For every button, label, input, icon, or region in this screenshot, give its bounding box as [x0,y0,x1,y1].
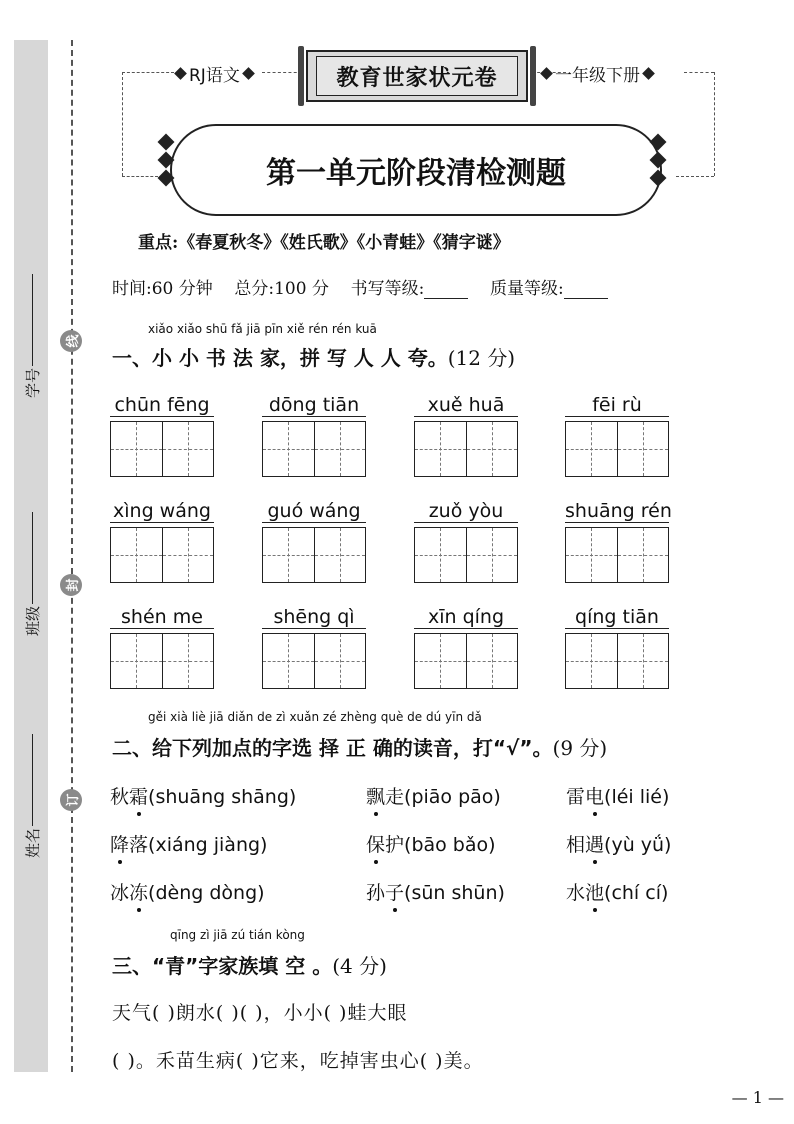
header-vdash-right [714,72,715,176]
quality-grade-blank[interactable] [564,280,608,299]
reading-choice-item[interactable] [110,830,267,857]
quality-grade-label: 质量等级: [489,279,564,299]
section1-pinyin: xiǎo xiǎo shū fǎ jiā pīn xiě rén rén kuā [148,322,377,336]
grade-label: 一年级下册 [555,66,640,86]
pinyin-baseline [565,628,669,629]
class-blank[interactable] [31,512,33,604]
section3-pinyin: qīng zì jiā zú tián kòng [170,928,305,942]
header-dash-right-low [676,176,714,177]
tianzige-cell[interactable] [466,422,518,476]
section3-title-text: 三、“青”字家族填 空 。 [112,954,333,978]
pinyin-writing-item [262,394,366,477]
tianzige-cell[interactable] [617,528,669,582]
tianzige-cell[interactable] [263,528,314,582]
pinyin-prompt: zuǒ yòu [428,500,504,522]
dotted-char: 飘 [366,782,385,809]
student-id-field[interactable] [20,258,44,398]
reading-options: (shuāng shāng) [148,786,297,808]
pinyin-baseline [414,416,518,417]
dotted-char: 降 [110,830,129,857]
word-char: 秋 [110,786,130,808]
reading-choice-item[interactable] [110,782,296,809]
dotted-char: 冻 [129,878,148,905]
exam-info [112,274,608,299]
pinyin-writing-item [414,500,518,583]
tianzige-cell[interactable] [566,528,617,582]
word-char: 孙 [366,882,386,904]
pinyin-writing-item [262,500,366,583]
pinyin-writing-item [414,394,518,477]
class-field[interactable] [20,496,44,636]
section3-score: (4 分) [332,954,387,978]
pinyin-writing-item [110,606,214,689]
tianzige-cell[interactable] [162,422,214,476]
time-info: 时间:60 分钟 [112,279,213,299]
subject-label: RJ语文 [189,66,240,86]
seal-ding: 订 [60,789,82,811]
reading-choice-item[interactable] [366,878,505,905]
class-label: 班级 [23,605,42,636]
word-char: 相 [566,834,586,856]
name-blank[interactable] [31,734,33,826]
word-char: 雷 [566,786,586,808]
pinyin-baseline [414,522,518,523]
tianzige-cell[interactable] [111,422,162,476]
diamond-icon [174,67,187,80]
scroll-rod-left [298,46,304,106]
pinyin-baseline [262,416,366,417]
pinyin-prompt: guó wáng [267,500,361,522]
diamond-icon [642,67,655,80]
word-char: 水 [566,882,586,904]
tianzige-cell[interactable] [314,422,366,476]
word-char: 落 [129,834,149,856]
pinyin-prompt: fēi rù [592,394,642,416]
tianzige-cell[interactable] [415,528,466,582]
tianzige-grid[interactable] [565,421,669,477]
section2-pinyin: gěi xià liè jiā diǎn de zì xuǎn zé zhèng què de dú yīn dǎ [148,710,482,724]
pinyin-writing-item [565,394,669,477]
pinyin-baseline [565,416,669,417]
tianzige-grid[interactable] [262,421,366,477]
dotted-char: 池 [585,878,604,905]
section2-score: (9 分) [552,736,608,760]
pinyin-prompt: shēng qì [273,606,355,628]
header-dash-mid-left [262,72,302,73]
tianzige-cell[interactable] [263,422,314,476]
tianzige-grid[interactable] [565,633,669,689]
name-field[interactable] [20,718,44,858]
tianzige-cell[interactable] [617,422,669,476]
header-dash-right [684,72,714,73]
pinyin-prompt: dōng tiān [268,394,360,416]
total-score-info: 总分:100 分 [234,279,329,299]
reading-options: (yù yǘ) [604,834,672,856]
pinyin-writing-item [565,500,672,583]
pinyin-writing-item [262,606,366,689]
student-id-blank[interactable] [31,274,33,366]
word-char: 冰 [110,882,130,904]
tianzige-cell[interactable] [162,528,214,582]
section1-title [112,342,515,371]
pinyin-prompt: shuāng rén [565,500,672,522]
pinyin-prompt: shén me [121,606,203,628]
key-points: 重点:《春夏秋冬》《姓氏歌》《小青蛙》《猜字谜》 [138,233,510,253]
writing-grade-blank[interactable] [424,280,468,299]
header-dash-left-low [122,176,158,177]
reading-options: (chí cí) [604,882,669,904]
tianzige-cell[interactable] [415,634,466,688]
reading-choice-item[interactable] [110,878,265,905]
reading-options: (dèng dòng) [148,882,265,904]
scroll-rod-right [530,46,536,106]
tianzige-grid[interactable] [110,421,214,477]
tianzige-cell[interactable] [111,634,162,688]
tianzige-cell[interactable] [314,528,366,582]
pinyin-baseline [262,522,366,523]
pinyin-baseline [414,628,518,629]
section3-title [112,950,387,979]
pinyin-writing-item [565,606,669,689]
section1-title-text: 一、小 小 书 法 家，拼 写 人 人 夸。 [112,346,448,370]
pinyin-writing-item [110,394,214,477]
pinyin-baseline [110,628,214,629]
cut-line [71,40,73,1072]
tianzige-cell[interactable] [314,634,366,688]
subject-tag [176,61,253,86]
pinyin-baseline [262,628,366,629]
tianzige-cell[interactable] [263,634,314,688]
header-dash-left [122,72,174,73]
reading-choice-item[interactable] [566,878,668,905]
tianzige-cell[interactable] [566,634,617,688]
reading-choice-item[interactable] [366,830,496,857]
name-label: 姓名 [23,827,42,858]
student-id-label: 学号 [23,367,42,398]
tianzige-grid[interactable] [110,633,214,689]
section2-title [112,732,607,761]
dotted-char: 遇 [585,830,604,857]
pinyin-writing-item [110,500,214,583]
dotted-char: 保 [366,830,385,857]
tianzige-cell[interactable] [617,634,669,688]
grade-tag [542,61,653,86]
page-number: — 1 — [731,1088,784,1107]
reading-choice-item[interactable] [366,782,501,809]
reading-options: (bāo bǎo) [404,834,496,856]
reading-choice-item[interactable] [566,830,671,857]
tianzige-cell[interactable] [111,528,162,582]
reading-options: (xiáng jiàng) [148,834,268,856]
section2-title-text: 二、给下列加点的字选 择 正 确的读音，打“√”。 [112,736,553,760]
reading-options: (piāo pāo) [404,786,501,808]
tianzige-cell[interactable] [162,634,214,688]
tianzige-grid[interactable] [262,633,366,689]
diamond-icon [242,67,255,80]
tianzige-cell[interactable] [415,422,466,476]
diamond-icon [540,67,553,80]
pinyin-baseline [110,416,214,417]
word-char: 走 [385,786,405,808]
header-vdash-left [122,72,123,176]
seal-feng: 封 [60,574,82,596]
writing-grade-label: 书写等级: [350,279,425,299]
tianzige-cell[interactable] [466,528,518,582]
brand-title: 教育世家状元卷 [316,56,518,96]
tianzige-grid[interactable] [414,527,518,583]
pinyin-baseline [110,522,214,523]
page-title: 第一单元阶段清检测题 [266,156,566,191]
section3-line1[interactable]: 天气( )朗水( )( )，小小( )蛙大眼 [112,1002,408,1024]
section1-score: (12 分) [447,346,516,370]
pinyin-prompt: qíng tiān [575,606,659,628]
tianzige-grid[interactable] [414,633,518,689]
reading-options: (sūn shūn) [404,882,505,904]
tianzige-cell[interactable] [566,422,617,476]
dotted-char: 子 [385,878,404,905]
pinyin-prompt: xìng wáng [113,500,211,522]
pinyin-prompt: chūn fēng [114,394,210,416]
tianzige-cell[interactable] [466,634,518,688]
tianzige-grid[interactable] [414,421,518,477]
tianzige-grid[interactable] [110,527,214,583]
pinyin-baseline [565,522,669,523]
pinyin-prompt: xuě huā [427,394,505,416]
dotted-char: 霜 [129,782,148,809]
pinyin-prompt: xīn qíng [427,606,505,628]
dotted-char: 电 [585,782,604,809]
section3-line2[interactable]: ( )。禾苗生病( )它来，吃掉害虫心( )美。 [112,1050,484,1072]
tianzige-grid[interactable] [565,527,669,583]
word-char: 护 [385,834,405,856]
seal-xian: 线 [60,330,82,352]
reading-choice-item[interactable] [566,782,669,809]
pinyin-writing-item [414,606,518,689]
reading-options: (léi lié) [604,786,670,808]
tianzige-grid[interactable] [262,527,366,583]
